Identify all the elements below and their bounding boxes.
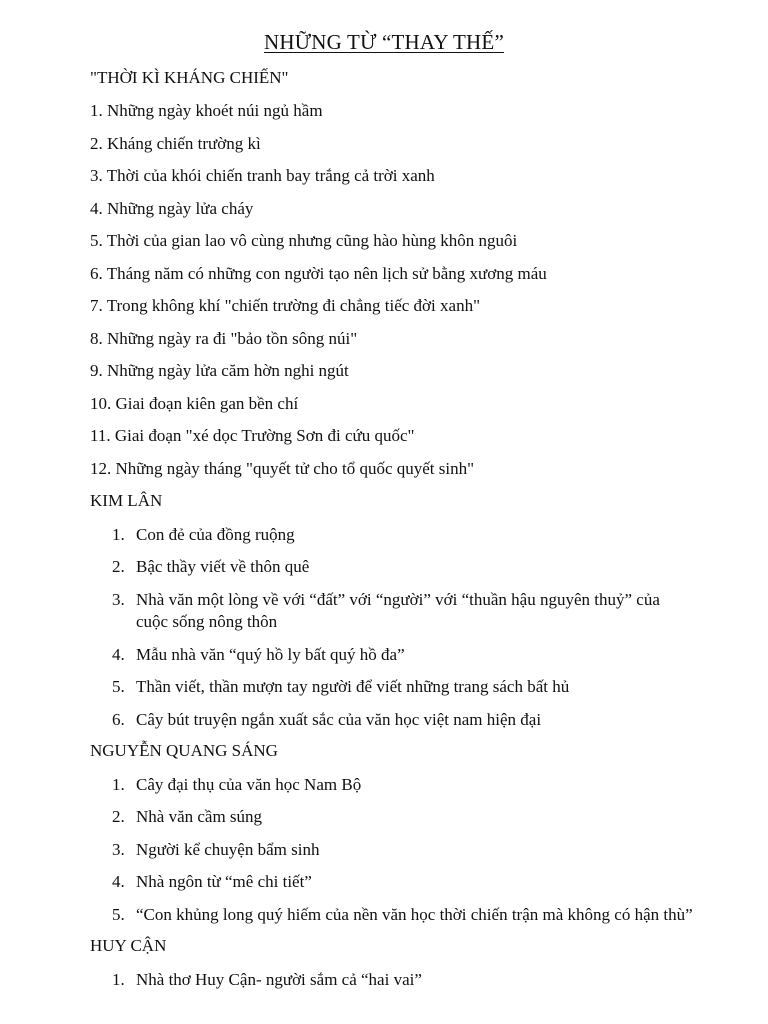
list-item-text: Cây bút truyện ngắn xuất sắc của văn học việt nam hiện đại	[136, 710, 542, 729]
list-item-number: 1.	[112, 525, 125, 544]
list-item-number: 2.	[112, 807, 125, 826]
section-heading-kim-lan: KIM LÂN	[90, 491, 163, 510]
list-item-text: Nhà ngôn từ “mê chi tiết”	[136, 872, 312, 891]
list-item-text: Bậc thầy viết về thôn quê	[136, 557, 310, 576]
list-item: 6. Tháng năm có những con người tạo nên lịch sử bằng xương máu	[90, 264, 547, 283]
list-item	[112, 709, 541, 731]
list-item	[112, 524, 295, 546]
section-heading-nguyen-quang-sang: NGUYỄN QUANG SÁNG	[90, 741, 278, 760]
list-item	[112, 871, 312, 893]
list-item-number: 4.	[112, 872, 125, 891]
list-item-text: Nhà thơ Huy Cận- người sắm cả “hai vai”	[136, 970, 422, 989]
list-item-text: “Con khủng long quý hiếm của nền văn học thời chiến trận mà không có hận thù”	[136, 905, 693, 924]
list-item-text: Mẫu nhà văn “quý hồ ly bất quý hồ đa”	[136, 645, 405, 664]
list-item	[112, 839, 319, 861]
section-heading-huy-can: HUY CẬN	[90, 936, 167, 955]
list-item: 2. Kháng chiến trường kì	[90, 134, 261, 153]
list-item	[112, 676, 569, 698]
list-item	[112, 969, 422, 991]
list-item	[112, 644, 405, 666]
list-item: 5. Thời của gian lao vô cùng nhưng cũng hào hùng khôn nguôi	[90, 231, 518, 250]
list-item-text: Con đẻ của đồng ruộng	[136, 525, 295, 544]
list-item: 12. Những ngày tháng "quyết tử cho tổ quốc quyết sinh"	[90, 459, 475, 478]
list-item-number: 5.	[112, 905, 125, 924]
list-item-text: Nhà văn một lòng về với “đất” với “người” với “thuần hậu nguyên thuỷ” của cuộc sống nông thôn	[136, 590, 660, 631]
list-item-number: 3.	[112, 840, 125, 859]
list-item-text: Cây đại thụ của văn học Nam Bộ	[136, 775, 362, 794]
list-item	[112, 904, 693, 926]
list-item	[112, 556, 309, 578]
list-item-number: 6.	[112, 710, 125, 729]
section-heading-khang-chien: "THỜI KÌ KHÁNG CHIẾN"	[90, 68, 289, 87]
document-title: NHỮNG TỪ “THAY THẾ”	[264, 30, 504, 54]
list-item-number: 5.	[112, 677, 125, 696]
list-item: 7. Trong không khí "chiến trường đi chẳng tiếc đời xanh"	[90, 296, 481, 315]
list-item-text: Nhà văn cầm súng	[136, 807, 263, 826]
list-item-number: 3.	[112, 590, 125, 609]
list-item: 4. Những ngày lửa cháy	[90, 199, 254, 218]
list-item-number: 4.	[112, 645, 125, 664]
list-item: 8. Những ngày ra đi "bảo tồn sông núi"	[90, 329, 358, 348]
list-item	[112, 589, 696, 633]
list-item: 10. Giai đoạn kiên gan bền chí	[90, 394, 299, 413]
list-item-number: 1.	[112, 970, 125, 989]
list-item: 11. Giai đoạn "xé dọc Trường Sơn đi cứu quốc"	[90, 426, 415, 445]
list-item	[112, 806, 262, 828]
list-item: 9. Những ngày lửa căm hờn nghi ngút	[90, 361, 349, 380]
list-item-text: Người kể chuyện bẩm sinh	[136, 840, 320, 859]
list-item-number: 2.	[112, 557, 125, 576]
list-item: 1. Những ngày khoét núi ngủ hầm	[90, 101, 323, 120]
list-item-number: 1.	[112, 775, 125, 794]
list-item	[112, 774, 361, 796]
list-item-text: Thần viết, thần mượn tay người để viết những trang sách bất hủ	[136, 677, 570, 696]
list-item: 3. Thời của khói chiến tranh bay trắng cả trời xanh	[90, 166, 435, 185]
